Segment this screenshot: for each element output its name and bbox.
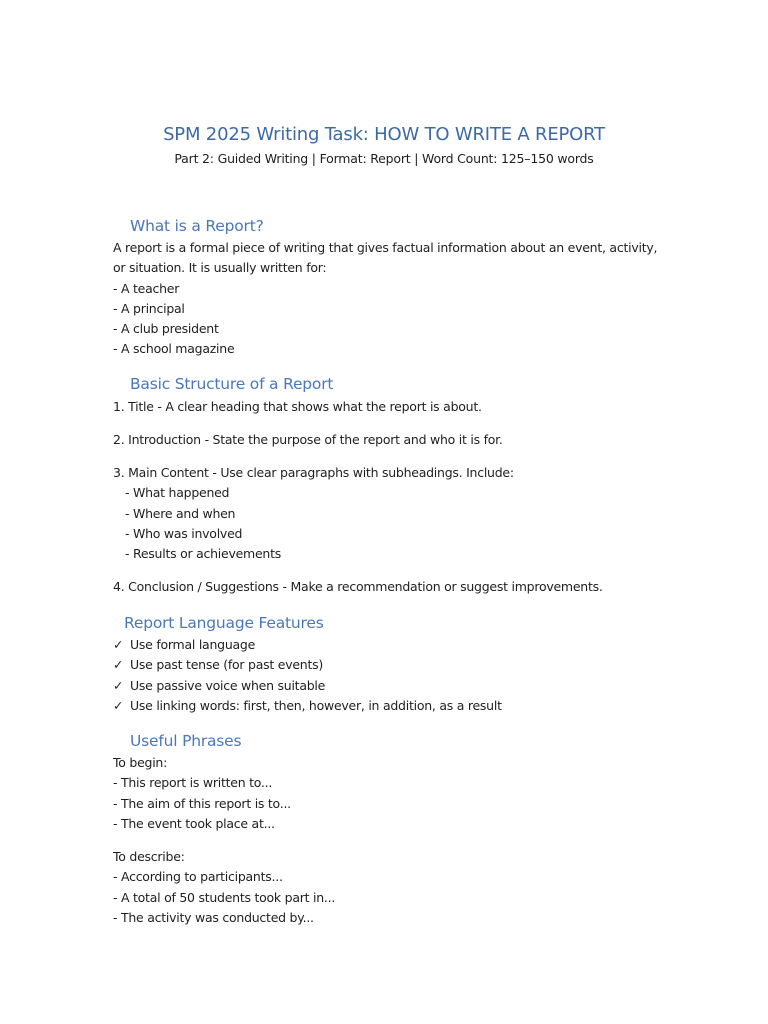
list-item: ✓ Use linking words: first, then, however, in addition, as a result bbox=[113, 696, 673, 716]
phrases-describe-label: To describe: bbox=[113, 849, 185, 864]
list-item: - According to participants... bbox=[113, 869, 283, 885]
list-item: - Who was involved bbox=[125, 525, 243, 541]
list-item: - Results or achievements bbox=[125, 546, 282, 562]
language-features-list bbox=[113, 635, 673, 716]
list-item: - This report is written to... bbox=[113, 775, 273, 791]
document-title: SPM 2025 Writing Task: HOW TO WRITE A REPORT bbox=[163, 124, 605, 145]
list-item: - A school magazine bbox=[113, 341, 235, 357]
list-item: - What happened bbox=[125, 485, 230, 501]
list-item: - Where and when bbox=[125, 505, 236, 521]
structure-step-2: 2. Introduction - State the purpose of the report and who it is for. bbox=[113, 432, 503, 447]
phrases-describe bbox=[113, 847, 673, 928]
intro-line: or situation. It is usually written for: bbox=[113, 260, 327, 276]
intro-line: A report is a formal piece of writing that gives factual information about an event, activity, bbox=[113, 240, 658, 255]
list-item: ✓ Use past tense (for past events) bbox=[113, 655, 673, 675]
check-icon: ✓ bbox=[113, 697, 124, 713]
structure-step-4: 4. Conclusion / Suggestions - Make a recommendation or suggest improvements. bbox=[113, 579, 603, 594]
check-icon: ✓ bbox=[113, 637, 124, 652]
what-is-report-body bbox=[113, 238, 673, 360]
list-item: ✓ Use passive voice when suitable bbox=[113, 676, 673, 696]
structure-step-1: 1. Title - A clear heading that shows what the report is about. bbox=[113, 399, 482, 414]
list-item: - A teacher bbox=[113, 280, 180, 296]
heading-what-is-report: What is a Report? bbox=[130, 217, 264, 235]
list-item: - A total of 50 students took part in... bbox=[113, 889, 336, 905]
phrases-begin-label: To begin: bbox=[113, 755, 168, 770]
list-item: ✓ Use formal language bbox=[113, 635, 673, 655]
list-item: - The event took place at... bbox=[113, 815, 275, 831]
structure-step-3-text: 3. Main Content - Use clear paragraphs with subheadings. Include: bbox=[113, 465, 514, 480]
list-item: - The activity was conducted by... bbox=[113, 909, 314, 925]
heading-basic-structure: Basic Structure of a Report bbox=[130, 375, 334, 393]
phrases-begin bbox=[113, 753, 673, 834]
list-item: - The aim of this report is to... bbox=[113, 795, 291, 811]
heading-language-features: Report Language Features bbox=[124, 614, 324, 632]
document-subtitle: Part 2: Guided Writing | Format: Report | Word Count: 125–150 words bbox=[174, 151, 594, 166]
list-item: - A club president bbox=[113, 321, 219, 337]
structure-step-3 bbox=[113, 463, 673, 564]
heading-useful-phrases: Useful Phrases bbox=[130, 732, 242, 750]
check-icon: ✓ bbox=[113, 677, 124, 693]
list-item: - A principal bbox=[113, 300, 185, 316]
check-icon: ✓ bbox=[113, 657, 124, 673]
